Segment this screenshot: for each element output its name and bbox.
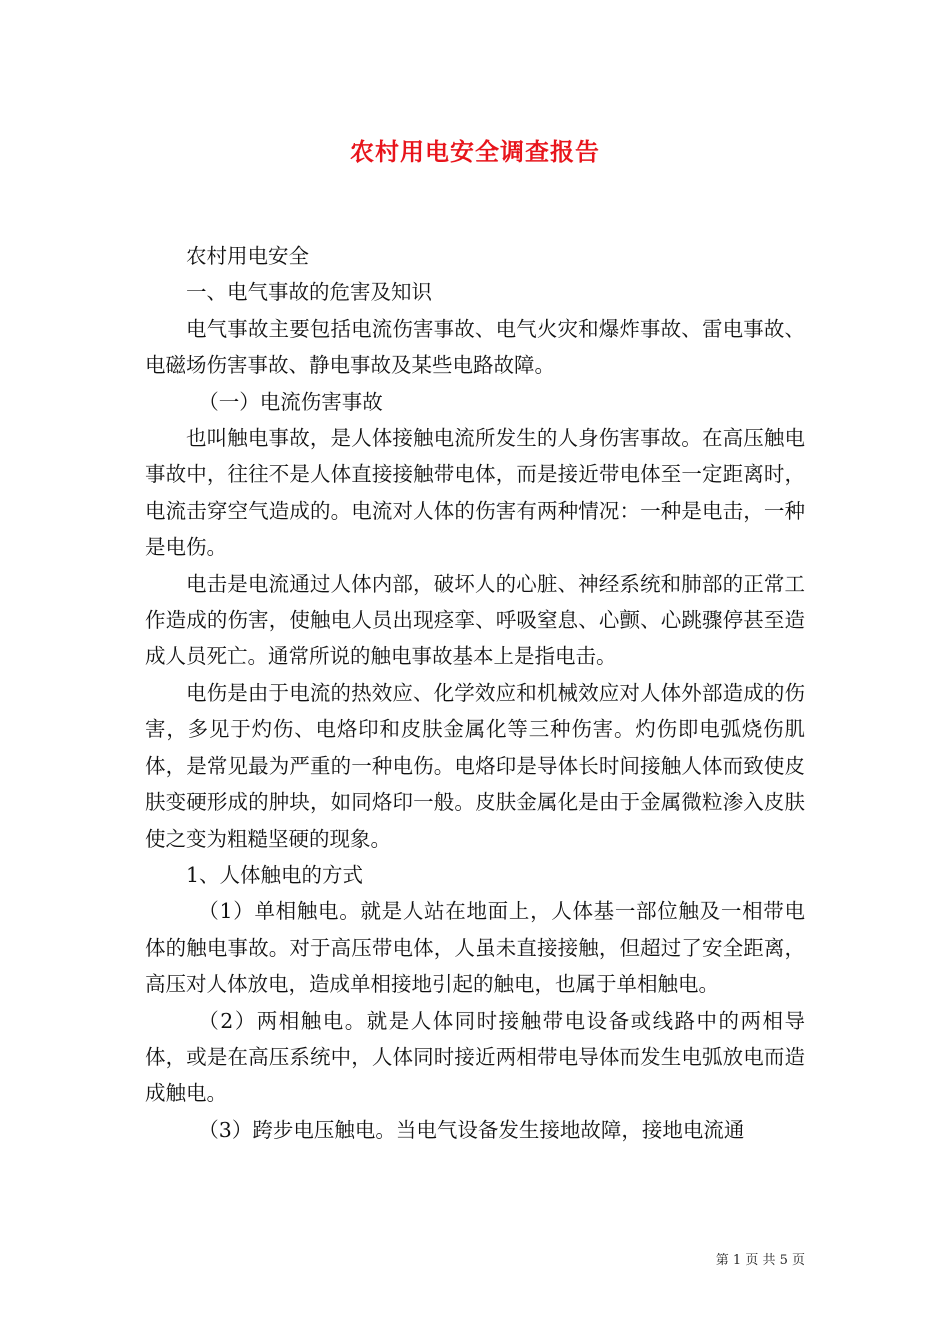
- subsection-heading: （一）电流伤害事故: [198, 389, 383, 414]
- body-paragraph: （3）跨步电压触电。当电气设备发生接地故障，接地电流通: [198, 1117, 745, 1142]
- body-paragraph: 电击是电流通过人体内部，破坏人的心脏、神经系统和肺部的正常工作造成的伤害，使触电人员出现痉挛、呼吸窒息、心颤、心跳骤停甚至造成人员死亡。通常所说的触电事故基本上是指电击。: [145, 571, 805, 669]
- body-paragraph: 也叫触电事故，是人体接触电流所发生的人身伤害事故。在高压触电事故中，往往不是人体直接接触带电体，而是接近带电体至一定距离时，电流击穿空气造成的。电流对人体的伤害有两种情况：一种是电击，一种是电伤。: [145, 426, 805, 560]
- body-paragraph: （1）单相触电。就是人站在地面上，人体基一部位触及一相带电体的触电事故。对于高压带电体，人虽未直接接触，但超过了安全距离，高压对人体放电，造成单相接地引起的触电，也属于单相触电。: [145, 899, 805, 997]
- body-paragraph: 电气事故主要包括电流伤害事故、电气火灾和爆炸事故、雷电事故、电磁场伤害事故、静电事故及某些电路故障。: [145, 316, 805, 378]
- body-paragraph: （2）两相触电。就是人体同时接触带电设备或线路中的两相导体，或是在高压系统中，人体同时接近两相带电导体而发生电弧放电而造成触电。: [145, 1008, 805, 1106]
- document-body: [145, 238, 805, 1148]
- section-heading: 一、电气事故的危害及知识: [186, 280, 432, 305]
- page-number: 第 1 页 共 5 页: [715, 1253, 805, 1268]
- body-paragraph: 电伤是由于电流的热效应、化学效应和机械效应对人体外部造成的伤害，多见于灼伤、电烙印和皮肤金属化等三种伤害。灼伤即电弧烧伤肌体，是常见最为严重的一种电伤。电烙印是导体长时间接触人体而致使皮肤变硬形成的肿块，如同烙印一般。皮肤金属化是由于金属微粒渗入皮肤使之变为粗糙坚硬的现象。: [145, 680, 805, 851]
- subsection-heading: 1、人体触电的方式: [186, 862, 364, 887]
- document-title: 农村用电安全调查报告: [350, 137, 600, 166]
- section-heading: 农村用电安全: [186, 244, 309, 268]
